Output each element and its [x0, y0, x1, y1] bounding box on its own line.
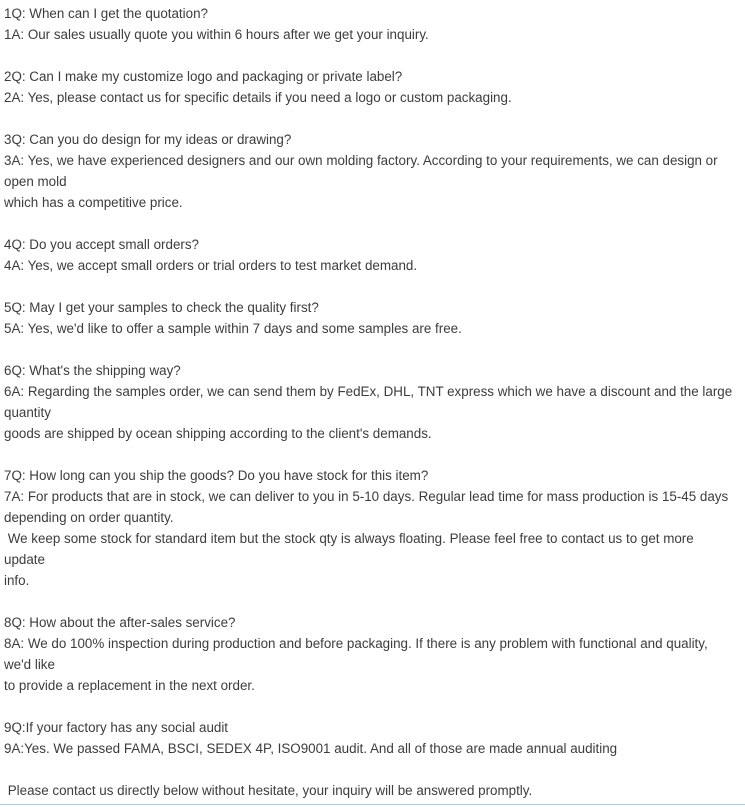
spacer — [4, 444, 742, 465]
faq-question: 9Q:If your factory has any social audit — [4, 720, 229, 735]
faq-item — [4, 234, 742, 276]
faq-question: 1Q: When can I get the quotation? — [4, 6, 208, 21]
spacer — [4, 45, 742, 66]
faq-answer-line: 7A: For products that are in stock, we can deliver to you in 5-10 days. Regular lead time for mass production is 15-45 days — [4, 489, 729, 504]
faq-question: 4Q: Do you accept small orders? — [4, 237, 199, 252]
faq-question: 2Q: Can I make my customize logo and packaging or private label? — [4, 69, 403, 84]
faq-item — [4, 297, 742, 339]
faq-answer-line: 6A: Regarding the samples order, we can send them by FedEx, DHL, TNT express which we have a discount and the large — [4, 384, 733, 399]
spacer — [4, 213, 742, 234]
faq-answer-line: quantity — [4, 405, 51, 420]
faq-answer-line: 4A: Yes, we accept small orders or trial orders to test market demand. — [4, 258, 418, 273]
faq-list — [4, 3, 742, 801]
faq-item — [4, 717, 742, 759]
spacer — [4, 591, 742, 612]
bottom-divider — [0, 804, 745, 805]
spacer — [4, 696, 742, 717]
faq-answer-line: depending on order quantity. — [4, 510, 174, 525]
spacer — [4, 108, 742, 129]
faq-item — [4, 129, 742, 213]
contact-note-text: Please contact us directly below without hesitate, your inquiry will be answered promptly. — [4, 783, 533, 798]
faq-item — [4, 360, 742, 444]
faq-question: 8Q: How about the after-sales service? — [4, 615, 236, 630]
faq-answer-line: goods are shipped by ocean shipping according to the client's demands. — [4, 426, 432, 441]
spacer — [4, 276, 742, 297]
faq-answer-line: open mold — [4, 174, 67, 189]
faq-answer-line: We keep some stock for standard item but the stock qty is always floating. Please feel free to contact us to get more — [4, 531, 694, 546]
spacer — [4, 339, 742, 360]
faq-answer-line: info. — [4, 573, 30, 588]
faq-item — [4, 3, 742, 45]
spacer — [4, 759, 742, 780]
faq-answer-line: 2A: Yes, please contact us for specific details if you need a logo or custom packaging. — [4, 90, 512, 105]
faq-answer-line: 9A:Yes. We passed FAMA, BSCI, SEDEX 4P, ISO9001 audit. And all of those are made annual auditing — [4, 741, 618, 756]
faq-question: 6Q: What's the shipping way? — [4, 363, 181, 378]
faq-answer-line: we'd like — [4, 657, 55, 672]
faq-answer-line: 5A: Yes, we'd like to offer a sample within 7 days and some samples are free. — [4, 321, 462, 336]
faq-item — [4, 612, 742, 696]
faq-answer-line: which has a competitive price. — [4, 195, 183, 210]
faq-item — [4, 66, 742, 108]
faq-answer-line: update — [4, 552, 45, 567]
faq-question: 3Q: Can you do design for my ideas or drawing? — [4, 132, 292, 147]
faq-answer-line: to provide a replacement in the next order. — [4, 678, 255, 693]
contact-note — [4, 780, 742, 801]
faq-question: 7Q: How long can you ship the goods? Do you have stock for this item? — [4, 468, 429, 483]
faq-answer-line: 8A: We do 100% inspection during production and before packaging. If there is any problem with functional and quality, — [4, 636, 708, 651]
faq-answer-line: 1A: Our sales usually quote you within 6 hours after we get your inquiry. — [4, 27, 429, 42]
faq-question: 5Q: May I get your samples to check the quality first? — [4, 300, 319, 315]
faq-item — [4, 465, 742, 591]
faq-answer-line: 3A: Yes, we have experienced designers and our own molding factory. According to your requirements, we can design or — [4, 153, 718, 168]
